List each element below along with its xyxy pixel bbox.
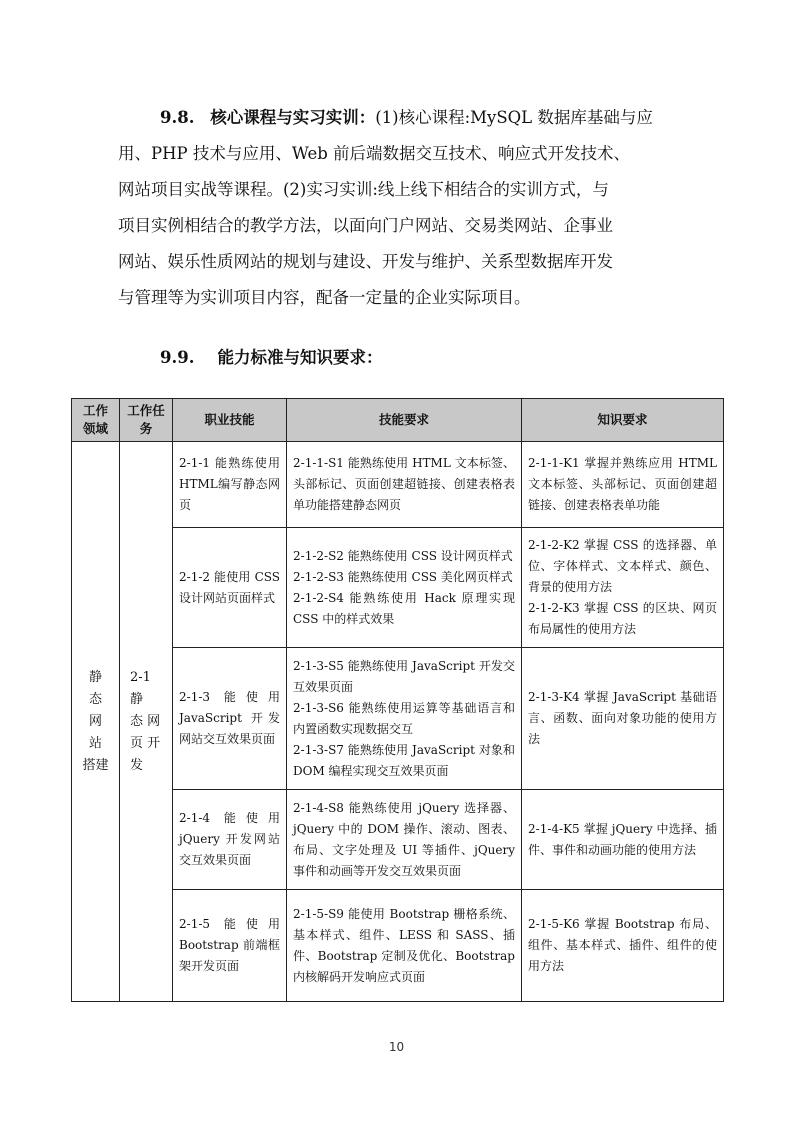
skill-requirement-cell: 2-1-4-S8 能熟练使用 jQuery 选择器、jQuery 中的 DOM 操作、滚动、图表、布局、文字处理及 UI 等插件、jQuery 事件和动画等开发交互效果页面 <box>287 790 522 890</box>
table-header-row <box>72 399 724 442</box>
section-9-8-line-2: 用、PHP 技术与应用、Web 前后端数据交互技术、响应式开发技术、 <box>118 144 631 163</box>
skill-requirement-cell: 2-1-3-S5 能熟练使用 JavaScript 开发交互效果页面 2-1-3-S6 能熟练使用运算等基础语言和内置函数实现数据交互 2-1-3-S7 能熟练使用 JavaScript 对象和 DOM 编程实现交互效果页面 <box>287 648 522 790</box>
knowledge-requirement-cell: 2-1-2-K2 掌握 CSS 的选择器、单位、字体样式、文本样式、颜色、背景的使用方法 2-1-2-K3 掌握 CSS 的区块、网页布局属性的使用方法 <box>522 528 724 648</box>
work-domain-char: 站 <box>88 735 102 751</box>
header-work-domain: 工作领域 <box>72 399 120 442</box>
skill-cell: 2-1-1 能熟练使用HTML编写静态网页 <box>173 442 287 528</box>
competency-table <box>71 398 724 1002</box>
skill-cell: 2-1-4 能使用 jQuery 开发网站交互效果页面 <box>173 790 287 890</box>
knowledge-requirement-cell: 2-1-3-K4 掌握 JavaScript 基础语言、函数、面向对象功能的使用方法 <box>522 648 724 790</box>
header-work-task: 工作任务 <box>120 399 173 442</box>
work-task-cell <box>120 442 173 1002</box>
skill-requirement-cell: 2-1-2-S2 能熟练使用 CSS 设计网页样式 2-1-2-S3 能熟练使用 CSS 美化网页样式 2-1-2-S4 能熟练使用 Hack 原理实现 CSS 中的样式效果 <box>287 528 522 648</box>
skill-cell: 2-1-3 能使用 JavaScript 开发网站交互效果页面 <box>173 648 287 790</box>
section-9-8-paragraph <box>118 100 676 316</box>
work-domain-char: 态 <box>88 691 102 707</box>
skill-requirement-cell: 2-1-1-S1 能熟练使用 HTML 文本标签、头部标记、页面创建超链接、创建表格表单功能搭建静态网页 <box>287 442 522 528</box>
work-domain-char: 搭建 <box>82 757 109 773</box>
work-task-line: 发 <box>130 757 144 773</box>
section-9-8-line-4: 项目实例相结合的教学方法，以面向门户网站、交易类网站、企事业 <box>118 216 613 235</box>
section-9-9-title: 能力标准与知识要求： <box>217 348 383 367</box>
section-9-8-line-3: 网站项目实战等课程。(2)实习实训:线上线下相结合的实训方式，与 <box>118 180 609 199</box>
knowledge-requirement-cell: 2-1-4-K5 掌握 jQuery 中选择、插件、事件和动画功能的使用方法 <box>522 790 724 890</box>
section-9-8-number: 9.8. <box>160 108 195 127</box>
work-domain-char: 静 <box>88 669 102 685</box>
section-9-8-line-1: (1)核心课程:MySQL 数据库基础与应 <box>375 108 653 127</box>
work-task-line: 2-1 静 <box>130 669 151 707</box>
work-domain-cell <box>72 442 120 1002</box>
section-9-9-number: 9.9. <box>160 348 195 367</box>
table-row <box>72 442 724 528</box>
header-knowledge-requirements: 知识要求 <box>522 399 724 442</box>
section-9-8-first-line <box>118 100 676 136</box>
skill-requirement-cell: 2-1-5-S9 能使用 Bootstrap 栅格系统、基本样式、组件、LESS 和 SASS、插件、Bootstrap 定制及优化、Bootstrap 内核解码开发响应式页面 <box>287 890 522 1002</box>
work-task-line: 页 开 <box>130 735 161 751</box>
skill-cell: 2-1-5 能使用 Bootstrap 前端框架开发页面 <box>173 890 287 1002</box>
section-9-8-line-6: 与管理等为实训项目内容，配备一定量的企业实际项目。 <box>118 288 531 307</box>
skill-cell: 2-1-2 能使用 CSS 设计网站页面样式 <box>173 528 287 648</box>
section-9-8-line-5: 网站、娱乐性质网站的规划与建设、开发与维护、关系型数据库开发 <box>118 252 613 271</box>
work-domain-char: 网 <box>88 713 102 729</box>
page-number: 10 <box>388 1040 405 1054</box>
work-task-line: 态 网 <box>130 713 161 729</box>
knowledge-requirement-cell: 2-1-5-K6 掌握 Bootstrap 布局、组件、基本样式、插件、组件的使用方法 <box>522 890 724 1002</box>
section-9-9-heading <box>160 344 382 368</box>
knowledge-requirement-cell: 2-1-1-K1 掌握并熟练应用 HTML 文本标签、头部标记、页面创建超链接、创建表格表单功能 <box>522 442 724 528</box>
header-vocational-skill: 职业技能 <box>173 399 287 442</box>
header-skill-requirements: 技能要求 <box>287 399 522 442</box>
section-9-8-title: 核心课程与实习实训： <box>210 108 376 127</box>
